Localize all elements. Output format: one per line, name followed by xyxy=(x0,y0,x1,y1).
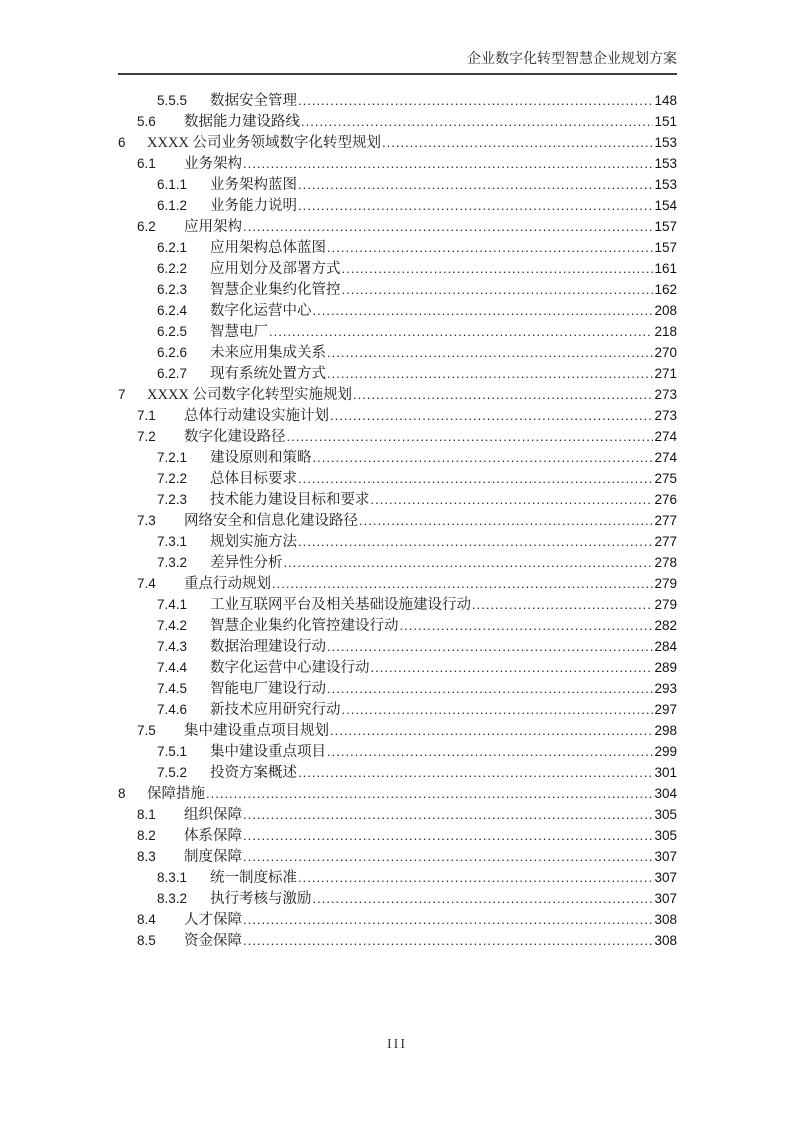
toc-entry-8.1[interactable] xyxy=(118,804,677,825)
toc-entry-title: 业务能力说明 xyxy=(210,198,297,214)
toc-entry-title: 技术能力建设目标和要求 xyxy=(210,492,370,508)
toc-entry-8.5[interactable] xyxy=(118,930,677,951)
toc-entry-number: 7.2.1 xyxy=(157,450,188,465)
toc-dot-leader xyxy=(298,468,653,490)
toc-entry-page-number: 284 xyxy=(654,639,677,654)
toc-entry-page-number: 297 xyxy=(654,702,677,717)
toc-entry-title: 体系保障 xyxy=(184,828,242,844)
toc-entry-6.2.1[interactable] xyxy=(118,237,677,258)
toc-dot-leader xyxy=(400,615,654,637)
toc-entry-number: 6.2.4 xyxy=(157,303,188,318)
toc-entry-6.2[interactable] xyxy=(118,216,677,237)
toc-entry-7.2.1[interactable] xyxy=(118,447,677,468)
toc-entry-7.4[interactable] xyxy=(118,573,677,594)
toc-entry-7.5.2[interactable] xyxy=(118,762,677,783)
toc-entry-number: 7.2.2 xyxy=(157,471,188,486)
toc-entry-number: 6.1.1 xyxy=(157,177,188,192)
toc-dot-leader xyxy=(330,405,653,427)
toc-entry-number: 8 xyxy=(118,786,126,801)
toc-entry-page-number: 299 xyxy=(654,744,677,759)
toc-entry-title: 智慧企业集约化管控建设行动 xyxy=(210,618,399,634)
toc-entry-page-number: 278 xyxy=(654,555,677,570)
toc-dot-leader xyxy=(313,447,654,469)
toc-entry-page-number: 271 xyxy=(654,366,677,381)
toc-entry-title: 业务架构蓝图 xyxy=(210,177,297,193)
toc-entry-number: 8.3.2 xyxy=(157,891,188,906)
toc-entry-title: 智慧电厂 xyxy=(210,324,268,340)
toc-entry-title: XXXX 公司业务领域数字化转型规划 xyxy=(147,135,382,151)
toc-entry-title: 工业互联网平台及相关基础设施建设行动 xyxy=(210,597,471,613)
toc-entry-page-number: 282 xyxy=(654,618,677,633)
toc-entry-page-number: 162 xyxy=(654,282,677,297)
toc-entry-6.1.1[interactable] xyxy=(118,174,677,195)
toc-entry-7.3.1[interactable] xyxy=(118,531,677,552)
page-number: III xyxy=(387,1037,407,1052)
toc-entry-title: 总体目标要求 xyxy=(210,471,297,487)
toc-entry-page-number: 275 xyxy=(654,471,677,486)
toc-entry-title: 新技术应用研究行动 xyxy=(210,702,341,718)
toc-entry-page-number: 277 xyxy=(654,513,677,528)
toc-dot-leader xyxy=(243,804,653,826)
toc-entry-7.5[interactable] xyxy=(118,720,677,741)
toc-dot-leader xyxy=(243,216,653,238)
toc-entry-number: 7.3.1 xyxy=(157,534,188,549)
toc-entry-page-number: 153 xyxy=(654,177,677,192)
toc-entry-title: 重点行动规划 xyxy=(184,576,271,592)
toc-entry-title: 保障措施 xyxy=(147,786,205,802)
toc-entry-number: 6.1 xyxy=(137,156,156,171)
toc-entry-page-number: 308 xyxy=(654,912,677,927)
toc-dot-leader xyxy=(327,678,653,700)
toc-entry-title: 数字化运营中心 xyxy=(210,303,312,319)
toc-entry-number: 7.4.2 xyxy=(157,618,188,633)
toc-entry-page-number: 289 xyxy=(654,660,677,675)
toc-entry-number: 7.1 xyxy=(137,408,156,423)
toc-entry-7.4.5[interactable] xyxy=(118,678,677,699)
toc-dot-leader xyxy=(298,867,653,889)
toc-entry-number: 8.3.1 xyxy=(157,870,188,885)
toc-entry-number: 6.2.5 xyxy=(157,324,188,339)
toc-entry-number: 6.2.7 xyxy=(157,366,188,381)
toc-entry-8[interactable] xyxy=(118,783,677,804)
toc-entry-number: 7.5.2 xyxy=(157,765,188,780)
toc-entry-number: 6.2.1 xyxy=(157,240,188,255)
toc-entry-page-number: 276 xyxy=(654,492,677,507)
toc-entry-number: 6.1.2 xyxy=(157,198,188,213)
toc-entry-number: 7.5.1 xyxy=(157,744,188,759)
toc-dot-leader xyxy=(243,846,653,868)
toc-entry-title: 建设原则和策略 xyxy=(210,450,312,466)
toc-entry-number: 7.2.3 xyxy=(157,492,188,507)
toc-entry-page-number: 148 xyxy=(654,93,677,108)
toc-entry-page-number: 293 xyxy=(654,681,677,696)
toc-entry-number: 8.5 xyxy=(137,933,156,948)
toc-entry-7[interactable] xyxy=(118,384,677,405)
toc-entry-number: 7.4.3 xyxy=(157,639,188,654)
toc-dot-leader xyxy=(327,363,653,385)
toc-entry-page-number: 274 xyxy=(654,450,677,465)
toc-entry-number: 6.2.6 xyxy=(157,345,188,360)
toc-dot-leader xyxy=(382,132,653,154)
toc-entry-title: 网络安全和信息化建设路径 xyxy=(184,513,358,529)
toc-entry-6.2.3[interactable] xyxy=(118,279,677,300)
toc-dot-leader xyxy=(313,300,654,322)
toc-entry-title: 业务架构 xyxy=(184,156,242,172)
toc-entry-title: 数据能力建设路线 xyxy=(184,114,300,130)
toc-dot-leader xyxy=(342,699,654,721)
toc-dot-leader xyxy=(327,342,653,364)
toc-entry-number: 5.6 xyxy=(137,114,156,129)
toc-entry-page-number: 308 xyxy=(654,933,677,948)
toc-entry-title: 应用架构总体蓝图 xyxy=(210,240,326,256)
toc-entry-page-number: 305 xyxy=(654,828,677,843)
toc-entry-7.4.3[interactable] xyxy=(118,636,677,657)
toc-entry-title: 统一制度标准 xyxy=(210,870,297,886)
toc-entry-7.2.2[interactable] xyxy=(118,468,677,489)
toc-entry-page-number: 208 xyxy=(654,303,677,318)
toc-entry-title: 集中建设重点项目规划 xyxy=(184,723,329,739)
toc-entry-6.2.4[interactable] xyxy=(118,300,677,321)
toc-entry-title: 应用划分及部署方式 xyxy=(210,261,341,277)
toc-entry-page-number: 157 xyxy=(654,219,677,234)
toc-entry-page-number: 279 xyxy=(654,597,677,612)
toc-entry-number: 7.5 xyxy=(137,723,156,738)
toc-entry-6.2.2[interactable] xyxy=(118,258,677,279)
table-of-contents xyxy=(118,90,677,951)
toc-dot-leader xyxy=(359,510,653,532)
toc-entry-page-number: 305 xyxy=(654,807,677,822)
toc-dot-leader xyxy=(298,531,653,553)
toc-entry-number: 7.4 xyxy=(137,576,156,591)
toc-dot-leader xyxy=(371,489,654,511)
toc-entry-page-number: 273 xyxy=(654,408,677,423)
toc-entry-title: 智能电厂建设行动 xyxy=(210,681,326,697)
toc-entry-8.3.2[interactable] xyxy=(118,888,677,909)
toc-entry-title: 制度保障 xyxy=(184,849,242,865)
toc-entry-7.4.4[interactable] xyxy=(118,657,677,678)
toc-entry-7.2.3[interactable] xyxy=(118,489,677,510)
toc-entry-7.2[interactable] xyxy=(118,426,677,447)
page-footer xyxy=(0,1037,794,1053)
toc-entry-number: 6.2 xyxy=(137,219,156,234)
toc-entry-7.4.2[interactable] xyxy=(118,615,677,636)
toc-entry-6.2.5[interactable] xyxy=(118,321,677,342)
toc-entry-6[interactable] xyxy=(118,132,677,153)
toc-entry-7.4.1[interactable] xyxy=(118,594,677,615)
toc-entry-7.3.2[interactable] xyxy=(118,552,677,573)
toc-entry-number: 7.3 xyxy=(137,513,156,528)
toc-entry-title: 总体行动建设实施计划 xyxy=(184,408,329,424)
toc-entry-title: 人才保障 xyxy=(184,912,242,928)
toc-dot-leader xyxy=(301,111,653,133)
toc-entry-page-number: 277 xyxy=(654,534,677,549)
toc-entry-6.1.2[interactable] xyxy=(118,195,677,216)
toc-entry-page-number: 273 xyxy=(654,387,677,402)
toc-dot-leader xyxy=(243,909,653,931)
toc-dot-leader xyxy=(298,762,653,784)
toc-entry-title: 未来应用集成关系 xyxy=(210,345,326,361)
toc-entry-8.2[interactable] xyxy=(118,825,677,846)
toc-dot-leader xyxy=(327,237,653,259)
toc-entry-number: 7.2 xyxy=(137,429,156,444)
toc-entry-page-number: 151 xyxy=(654,114,677,129)
toc-entry-page-number: 161 xyxy=(654,261,677,276)
toc-dot-leader xyxy=(371,657,654,679)
toc-entry-title: 资金保障 xyxy=(184,933,242,949)
toc-entry-title: 组织保障 xyxy=(184,807,242,823)
toc-entry-6.2.6[interactable] xyxy=(118,342,677,363)
toc-entry-page-number: 157 xyxy=(654,240,677,255)
header-title: 企业数字化转型智慧企业规划方案 xyxy=(467,52,677,67)
toc-entry-number: 8.3 xyxy=(137,849,156,864)
toc-dot-leader xyxy=(298,174,653,196)
toc-entry-number: 8.1 xyxy=(137,807,156,822)
toc-entry-number: 6.2.3 xyxy=(157,282,188,297)
toc-entry-8.4[interactable] xyxy=(118,909,677,930)
toc-entry-page-number: 154 xyxy=(654,198,677,213)
toc-entry-number: 8.4 xyxy=(137,912,156,927)
toc-dot-leader xyxy=(272,573,653,595)
toc-dot-leader xyxy=(327,636,653,658)
toc-entry-7.5.1[interactable] xyxy=(118,741,677,762)
toc-entry-title: XXXX 公司数字化转型实施规划 xyxy=(147,387,353,403)
toc-dot-leader xyxy=(342,279,654,301)
toc-entry-8.3.1[interactable] xyxy=(118,867,677,888)
toc-entry-number: 7 xyxy=(118,387,126,402)
toc-dot-leader xyxy=(298,195,653,217)
toc-entry-page-number: 218 xyxy=(654,324,677,339)
toc-dot-leader xyxy=(313,888,654,910)
toc-dot-leader xyxy=(243,153,653,175)
toc-entry-title: 差异性分析 xyxy=(210,555,283,571)
toc-dot-leader xyxy=(206,783,653,805)
toc-entry-5.6[interactable] xyxy=(118,111,677,132)
toc-entry-title: 执行考核与激励 xyxy=(210,891,312,907)
toc-entry-title: 数字化建设路径 xyxy=(184,429,286,445)
toc-entry-page-number: 270 xyxy=(654,345,677,360)
toc-entry-title: 规划实施方法 xyxy=(210,534,297,550)
toc-dot-leader xyxy=(353,384,653,406)
toc-dot-leader xyxy=(342,258,654,280)
toc-entry-6.2.7[interactable] xyxy=(118,363,677,384)
toc-entry-number: 7.4.1 xyxy=(157,597,188,612)
toc-entry-7.3[interactable] xyxy=(118,510,677,531)
toc-entry-number: 8.2 xyxy=(137,828,156,843)
toc-entry-page-number: 279 xyxy=(654,576,677,591)
toc-entry-number: 5.5.5 xyxy=(157,93,188,108)
toc-dot-leader xyxy=(298,90,653,112)
toc-entry-title: 集中建设重点项目 xyxy=(210,744,326,760)
toc-dot-leader xyxy=(472,594,653,616)
toc-entry-title: 数字化运营中心建设行动 xyxy=(210,660,370,676)
toc-entry-number: 7.4.4 xyxy=(157,660,188,675)
toc-dot-leader xyxy=(243,930,653,952)
toc-entry-5.5.5[interactable] xyxy=(118,90,677,111)
toc-entry-number: 6.2.2 xyxy=(157,261,188,276)
toc-entry-page-number: 153 xyxy=(654,135,677,150)
toc-entry-page-number: 307 xyxy=(654,870,677,885)
toc-entry-page-number: 301 xyxy=(654,765,677,780)
page-header xyxy=(118,50,677,75)
toc-dot-leader xyxy=(287,426,654,448)
toc-entry-title: 应用架构 xyxy=(184,219,242,235)
toc-entry-title: 数据安全管理 xyxy=(210,93,297,109)
toc-entry-number: 7.3.2 xyxy=(157,555,188,570)
toc-dot-leader xyxy=(284,552,654,574)
toc-entry-page-number: 307 xyxy=(654,891,677,906)
toc-entry-title: 现有系统处置方式 xyxy=(210,366,326,382)
toc-dot-leader xyxy=(330,720,653,742)
toc-entry-8.3[interactable] xyxy=(118,846,677,867)
toc-entry-title: 数据治理建设行动 xyxy=(210,639,326,655)
toc-entry-title: 智慧企业集约化管控 xyxy=(210,282,341,298)
toc-dot-leader xyxy=(269,321,653,343)
toc-entry-number: 7.4.6 xyxy=(157,702,188,717)
toc-entry-page-number: 298 xyxy=(654,723,677,738)
toc-entry-number: 6 xyxy=(118,135,126,150)
toc-entry-title: 投资方案概述 xyxy=(210,765,297,781)
toc-entry-page-number: 274 xyxy=(654,429,677,444)
toc-dot-leader xyxy=(327,741,653,763)
toc-entry-page-number: 153 xyxy=(654,156,677,171)
toc-entry-number: 7.4.5 xyxy=(157,681,188,696)
toc-entry-page-number: 304 xyxy=(654,786,677,801)
toc-entry-6.1[interactable] xyxy=(118,153,677,174)
toc-entry-7.4.6[interactable] xyxy=(118,699,677,720)
toc-entry-7.1[interactable] xyxy=(118,405,677,426)
toc-entry-page-number: 307 xyxy=(654,849,677,864)
toc-dot-leader xyxy=(243,825,653,847)
